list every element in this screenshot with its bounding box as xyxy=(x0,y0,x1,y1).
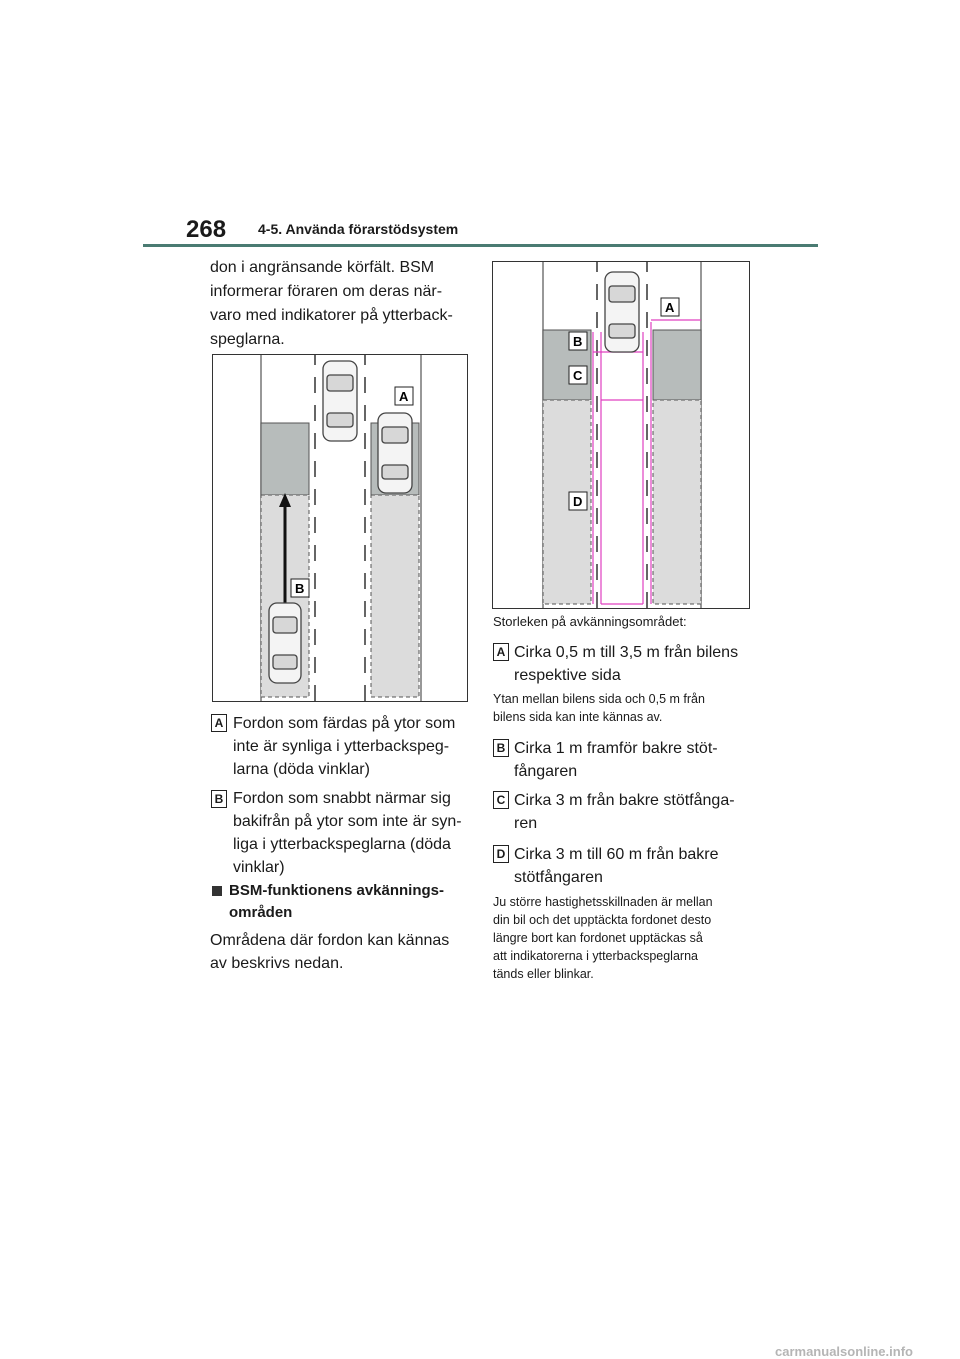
item-line: stötfångaren xyxy=(514,869,603,886)
item-line: Cirka 1 m framför bakre stöt- xyxy=(514,740,718,757)
item-line: Fordon som snabbt närmar sig xyxy=(233,790,451,807)
intro-line: varo med indikatorer på ytterback- xyxy=(210,307,453,324)
item-line: Cirka 3 m från bakre stötfånga- xyxy=(514,792,735,809)
car-right-lane xyxy=(378,413,412,493)
intro-line: speglarna. xyxy=(210,331,285,348)
note-line: Ytan mellan bilens sida och 0,5 m från xyxy=(493,692,705,706)
intro-line: don i angränsande körfält. BSM xyxy=(210,259,435,276)
watermark: carmanualsonline.info xyxy=(775,1344,913,1359)
outro-paragraph xyxy=(210,929,449,975)
badge-a: A xyxy=(211,714,227,732)
outro-line: av beskrivs nedan. xyxy=(210,955,344,972)
item-line: bakifrån på ytor som inte är syn- xyxy=(233,813,462,830)
heading-square-icon xyxy=(212,886,222,896)
item-line: ren xyxy=(514,815,538,832)
note-line: bilens sida kan inte kännas av. xyxy=(493,710,663,724)
item-line: Cirka 0,5 m till 3,5 m från bilens xyxy=(514,644,739,661)
item-line: Fordon som färdas på ytor som xyxy=(233,715,456,732)
detection-area-figure xyxy=(492,261,750,609)
outro-line: Områdena där fordon kan kännas xyxy=(210,932,450,949)
item-line: liga i ytterbackspeglarna (döda xyxy=(233,836,451,853)
figure-label-c: C xyxy=(573,368,583,383)
item-line: larna (döda vinklar) xyxy=(233,761,370,778)
note-line: längre bort kan fordonet upptäckas så xyxy=(493,931,703,945)
figure-label-a: A xyxy=(665,300,675,315)
item-line: inte är synliga i ytterbackspeg- xyxy=(233,738,450,755)
figure-label-b: B xyxy=(295,581,305,596)
page-number: 268 xyxy=(186,216,227,243)
item-line: fångaren xyxy=(514,763,578,780)
figure-label-a: A xyxy=(399,389,409,404)
item-line: vinklar) xyxy=(233,859,285,876)
note-line: att indikatorerna i ytterbackspeglarna xyxy=(493,949,698,963)
note-line: din bil och det upptäckta fordonet desto xyxy=(493,913,712,927)
blind-spot-figure xyxy=(212,354,468,702)
section-heading xyxy=(229,880,444,924)
badge-a: A xyxy=(493,643,509,661)
item-line: Cirka 3 m till 60 m från bakre xyxy=(514,846,719,863)
figure-label-d: D xyxy=(573,494,583,509)
note-line: tänds eller blinkar. xyxy=(493,967,594,981)
note-line: Ju större hastighetsskillnaden är mellan xyxy=(493,895,713,909)
section-title: 4-5. Använda förarstödsystem xyxy=(258,221,459,237)
badge-b: B xyxy=(493,739,509,757)
heading-line: områden xyxy=(229,904,293,921)
intro-line: informerar föraren om deras när- xyxy=(210,283,443,300)
badge-b: B xyxy=(211,790,227,808)
badge-d: D xyxy=(493,845,509,863)
car-approaching xyxy=(269,603,301,683)
own-car xyxy=(605,272,639,352)
item-line: respektive sida xyxy=(514,667,621,684)
intro-paragraph xyxy=(210,256,453,352)
figure-caption: Storleken på avkänningsområdet: xyxy=(493,614,687,629)
car-front xyxy=(323,361,357,441)
heading-line: BSM-funktionens avkännings- xyxy=(229,882,445,899)
header-divider xyxy=(143,244,818,247)
badge-c: C xyxy=(493,791,509,809)
figure-label-b: B xyxy=(573,334,583,349)
